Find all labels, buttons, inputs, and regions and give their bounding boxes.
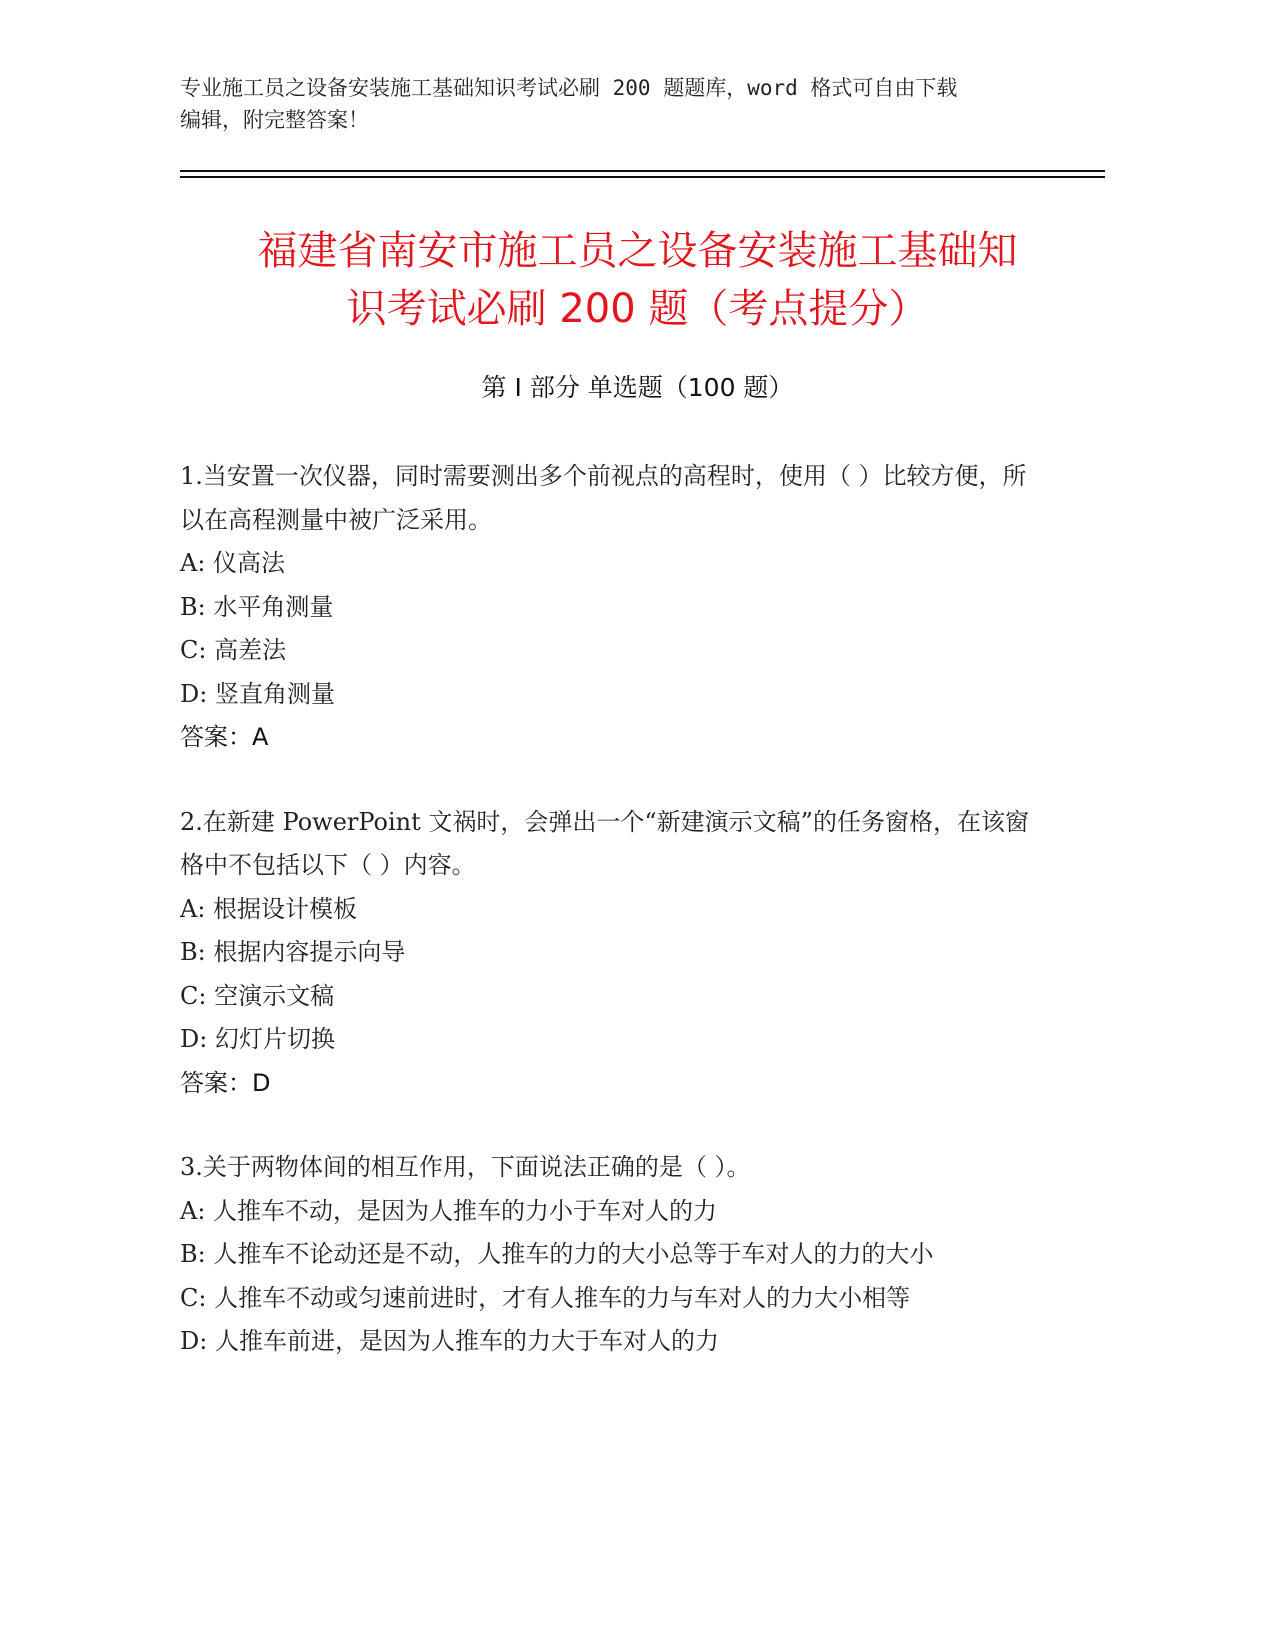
option-a: A: 根据设计模板 [180,894,358,923]
header-rule-top [180,170,1105,172]
option-b: B: 根据内容提示向导 [180,938,406,966]
answer-line: 答案：A [180,723,269,751]
option-d: D: 人推车前进，是因为人推车的力大于车对人的力 [180,1327,719,1355]
question-stem: 3.关于两物体间的相互作用，下面说法正确的是（ ）。 [180,1153,751,1181]
document-title [150,222,1125,338]
option-c: C: 空演示文稿 [180,981,335,1010]
section-heading: 第 I 部分 单选题（100 题） [481,373,794,402]
question-1 [180,455,1040,760]
option-d: D: 幻灯片切换 [180,1025,335,1053]
option-a: A: 仪高法 [180,549,286,577]
option-c: C: 人推车不动或匀速前进时，才有人推车的力与车对人的力大小相等 [180,1283,911,1312]
question-stem: 1.当安置一次仪器，同时需要测出多个前视点的高程时，使用（ ）比较方便，所以在高程测量中被广泛采用。 [180,462,1027,534]
option-a: A: 人推车不动，是因为人推车的力小于车对人的力 [180,1196,718,1225]
answer-line: 答案：D [180,1068,271,1097]
option-b: B: 人推车不论动还是不动，人推车的力的大小总等于车对人的力的大小 [180,1240,934,1268]
header-note [180,72,1080,136]
header-note-line1: 专业施工员之设备安装施工基础知识考试必刷 200 题题库，word 格式可自由下载 [180,76,958,100]
title-line1: 福建省南安市施工员之设备安装施工基础知 [257,228,1018,274]
title-line2: 识考试必刷 200 题（考点提分） [346,286,929,332]
header-rule-bottom [180,176,1105,178]
option-c: C: 高差法 [180,636,287,664]
question-list [180,455,1040,1405]
option-b: B: 水平角测量 [180,592,334,621]
header-note-line2: 编辑，附完整答案！ [180,108,369,132]
question-3 [180,1146,1040,1364]
question-2 [180,801,1040,1106]
question-stem: 2.在新建 PowerPoint 文祸时，会弹出一个“新建演示文稿”的任务窗格，在该窗格中不包括以下（ ）内容。 [180,807,1029,879]
option-d: D: 竖直角测量 [180,679,335,708]
